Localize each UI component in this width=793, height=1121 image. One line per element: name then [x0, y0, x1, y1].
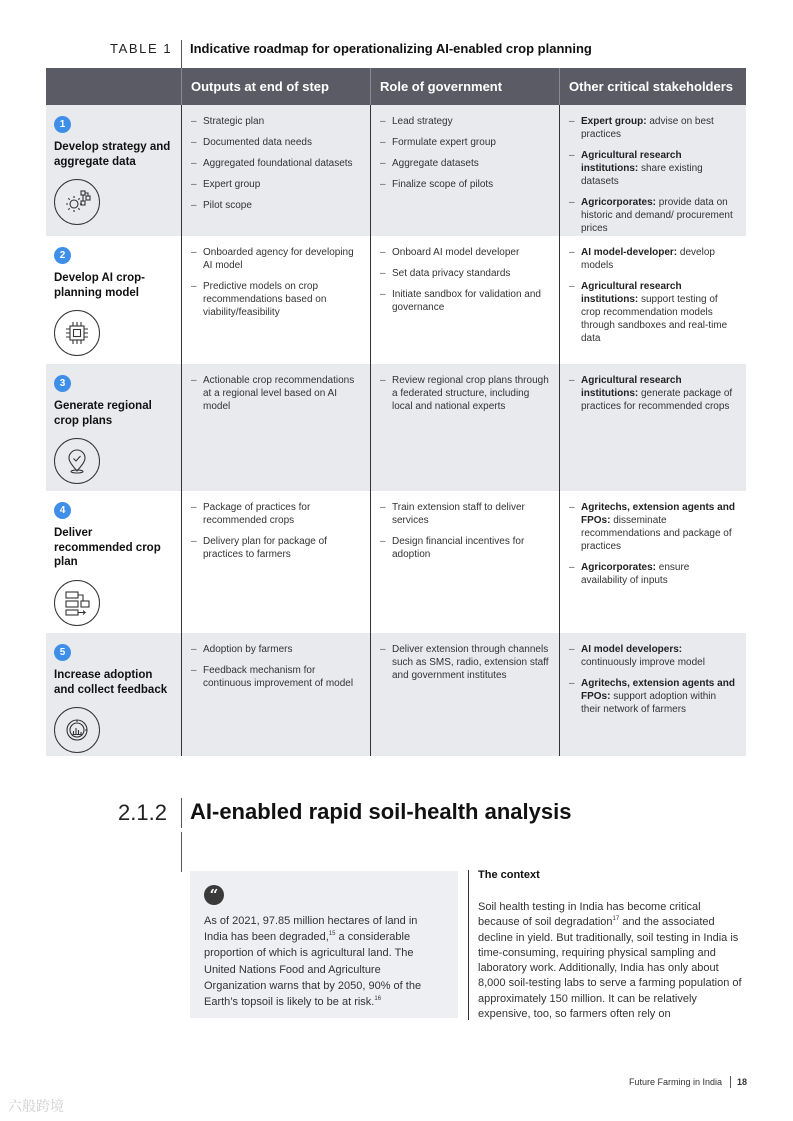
list-item	[569, 561, 737, 587]
flowchart-icon	[54, 580, 100, 626]
list-item: – Set data privacy standards	[380, 267, 550, 280]
outputs-cell	[181, 633, 370, 756]
list-item: – Onboarded agency for developing AI model	[191, 246, 361, 272]
outputs-cell	[181, 105, 370, 236]
list-item: – Formulate expert group	[380, 136, 550, 149]
context-text-part1: Soil health testing in India has become critical because of soil degradation	[478, 901, 701, 929]
list-item: – Deliver extension through channels such as SMS, radio, extension staff and government institutes	[380, 643, 550, 682]
step-cell	[46, 633, 181, 756]
list-item	[569, 501, 737, 553]
government-cell	[370, 236, 559, 364]
stakeholder-role: disseminate recommendations and package of practices	[581, 515, 732, 552]
context-text-part2: and the associated decline in yield. But traditionally, soil testing in India is time-consuming, requiring physical sampling and laboratory work. Additionally, India has only about 8,000 soil-testing labs to serve a farming population of approximately 150 million. It can be relatively expensive, too, so farmers often rely on	[478, 916, 742, 1021]
list-item: – Train extension staff to deliver services	[380, 501, 550, 527]
page-number: 18	[736, 1077, 747, 1087]
government-cell	[370, 364, 559, 491]
table-row	[46, 236, 746, 364]
outputs-cell	[181, 236, 370, 364]
page-footer	[629, 1076, 747, 1088]
stakeholder-role: support testing of crop recommendation models through sandboxes and real-time data	[581, 294, 728, 344]
step-number-badge: 1	[54, 116, 71, 133]
step-number-badge: 2	[54, 247, 71, 264]
list-item	[569, 280, 737, 345]
list-item: – Strategic plan	[191, 115, 361, 128]
list-item	[569, 374, 737, 413]
list-item	[569, 643, 737, 669]
stakeholder-role: generate package of practices for recommended crops	[581, 388, 733, 412]
roadmap-table	[46, 68, 746, 756]
quote-text	[204, 913, 444, 1010]
list-item: – Feedback mechanism for continuous improvement of model	[191, 664, 361, 690]
stakeholder-name: Agricultural research institutions:	[581, 150, 682, 174]
list-item	[569, 677, 737, 716]
list-item: – Lead strategy	[380, 115, 550, 128]
stakeholder-name: Agricultural research institutions:	[581, 281, 682, 305]
step-name: Increase adoption and collect feedback	[54, 669, 168, 696]
step-name: Develop AI crop-planning model	[54, 272, 145, 299]
list-item: – Initiate sandbox for validation and governance	[380, 288, 550, 314]
list-item	[569, 246, 737, 272]
header-government: Role of government	[370, 68, 559, 105]
step-cell	[46, 491, 181, 633]
footnote-ref: 17	[612, 916, 620, 923]
section-divider	[181, 798, 182, 828]
step-name: Develop strategy and aggregate data	[54, 141, 171, 168]
list-item: – Actionable crop recommendations at a regional level based on AI model	[191, 374, 361, 413]
section-title: AI-enabled rapid soil-health analysis	[190, 799, 572, 824]
chip-icon	[54, 310, 100, 356]
location-pin-icon	[54, 438, 100, 484]
stakeholder-role: continuously improve model	[581, 657, 705, 668]
stakeholder-name: Agritechs, extension agents and FPOs:	[581, 678, 735, 702]
step-name: Deliver recommended crop plan	[54, 527, 161, 568]
context-divider	[468, 870, 469, 1020]
context-body	[478, 900, 743, 1022]
pull-quote	[190, 871, 458, 1018]
stakeholder-name: Expert group:	[581, 116, 647, 127]
list-item	[569, 115, 737, 141]
list-item: – Pilot scope	[191, 199, 361, 212]
list-item: – Aggregated foundational datasets	[191, 157, 361, 170]
step-cell	[46, 105, 181, 236]
outputs-cell	[181, 491, 370, 633]
government-cell	[370, 105, 559, 236]
stakeholders-cell	[559, 105, 746, 236]
stakeholder-role: develop models	[581, 247, 715, 271]
stakeholder-name: AI model-developer:	[581, 247, 678, 258]
list-item: – Adoption by farmers	[191, 643, 361, 656]
table-row	[46, 364, 746, 491]
table-heading	[110, 41, 180, 67]
list-item: – Delivery plan for package of practices to farmers	[191, 535, 361, 561]
list-item: – Aggregate datasets	[380, 157, 550, 170]
list-item: – Expert group	[191, 178, 361, 191]
list-item	[569, 149, 737, 188]
step-number-badge: 3	[54, 375, 71, 392]
list-item	[569, 196, 737, 235]
stakeholder-role: ensure availability of inputs	[581, 562, 690, 586]
header-step	[46, 68, 181, 105]
table-title: Indicative roadmap for operationalizing AI-enabled crop planning	[190, 41, 592, 56]
footnote-ref: 16	[374, 996, 382, 1003]
government-cell	[370, 491, 559, 633]
government-cell	[370, 633, 559, 756]
list-item: – Predictive models on crop recommendations based on viability/feasibility	[191, 280, 361, 319]
stakeholder-name: AI model developers:	[581, 644, 683, 655]
stakeholder-role: provide data on historic and demand/ procurement prices	[581, 197, 733, 234]
body-divider	[181, 832, 182, 872]
stakeholders-cell	[559, 633, 746, 756]
section-number: 2.1.2	[118, 800, 167, 825]
gear-network-icon	[54, 179, 100, 225]
list-item: – Finalize scope of pilots	[380, 178, 550, 191]
list-item: – Onboard AI model developer	[380, 246, 550, 259]
quote-text-part2: a considerable proportion of which is agricultural land. The United Nations Food and Agriculture Organization warns that by 2050, 90% of the Earth’s topsoil is likely to be at risk.	[204, 931, 422, 1009]
step-name: Generate regional crop plans	[54, 400, 152, 427]
list-item: – Design financial incentives for adoption	[380, 535, 550, 561]
table-row	[46, 633, 746, 756]
step-number-badge: 4	[54, 502, 71, 519]
footer-divider	[730, 1076, 731, 1088]
quote-icon: “	[204, 885, 224, 905]
list-item: – Review regional crop plans through a federated structure, including local and national experts	[380, 374, 550, 413]
stakeholders-cell	[559, 236, 746, 364]
stakeholder-name: Agricultural research institutions:	[581, 375, 682, 399]
footnote-ref: 15	[328, 931, 336, 938]
watermark: 六般跨境	[8, 1098, 64, 1114]
table-row	[46, 105, 746, 236]
table-kicker: TABLE 1	[110, 41, 173, 56]
header-stakeholders: Other critical stakeholders	[559, 68, 746, 105]
table-header-row	[46, 68, 746, 105]
step-cell	[46, 236, 181, 364]
list-item: – Package of practices for recommended crops	[191, 501, 361, 527]
stakeholder-role: share existing datasets	[581, 163, 703, 187]
analytics-gauge-icon	[54, 707, 100, 753]
stakeholder-name: Agricorporates:	[581, 197, 657, 208]
outputs-cell	[181, 364, 370, 491]
stakeholder-role: advise on best practices	[581, 116, 714, 140]
stakeholder-role: support adoption within their network of farmers	[581, 691, 717, 715]
context-title: The context	[478, 869, 540, 881]
stakeholders-cell	[559, 364, 746, 491]
table-row	[46, 491, 746, 633]
table-heading-divider	[181, 40, 182, 68]
stakeholders-cell	[559, 491, 746, 633]
step-number-badge: 5	[54, 644, 71, 661]
stakeholder-name: Agricorporates:	[581, 562, 657, 573]
publication-name: Future Farming in India	[628, 1077, 722, 1087]
step-cell	[46, 364, 181, 491]
list-item: – Documented data needs	[191, 136, 361, 149]
quote-text-part1: As of 2021, 97.85 million hectares of land in India has been degraded,	[204, 915, 418, 944]
stakeholder-name: Agritechs, extension agents and FPOs:	[581, 502, 735, 526]
header-outputs: Outputs at end of step	[181, 68, 370, 105]
